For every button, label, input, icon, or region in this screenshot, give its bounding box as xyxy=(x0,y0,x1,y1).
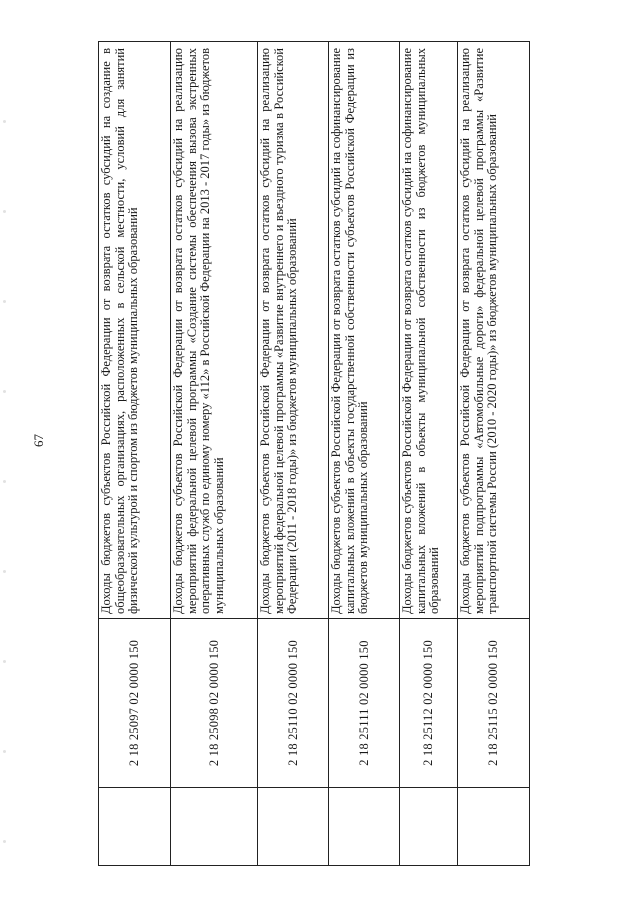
table-row xyxy=(258,42,329,865)
empty-cell xyxy=(171,787,257,865)
budget-code-cell: 2 18 25110 02 0000 150 xyxy=(258,618,328,787)
revenue-description-cell: Доходы бюджетов субъектов Российской Федерации от возврата остатков субсидий на создание в общеобразовательных организациях, расположенных в сельской местности, условий для занятий физической культурой и спортом из бюджетов муниципальных образований xyxy=(99,48,141,614)
budget-code-cell: 2 18 25112 02 0000 150 xyxy=(400,618,457,787)
table-row xyxy=(458,42,529,865)
revenue-codes-table xyxy=(98,41,530,866)
revenue-description-cell: Доходы бюджетов субъектов Российской Федерации от возврата остатков субсидий на реализацию мероприятий федеральной целевой программы «Развитие внутреннего и въездного туризма в Российской Федерации (2011 - 2018 годы)» из бюджетов муниципальных образований xyxy=(258,48,300,614)
table-row xyxy=(99,42,171,865)
table-row xyxy=(329,42,400,865)
table-row xyxy=(171,42,258,865)
budget-code-cell: 2 18 25111 02 0000 150 xyxy=(329,618,399,787)
revenue-description-cell: Доходы бюджетов субъектов Российской Федерации от возврата остатков субсидий на реализацию мероприятий подпрограммы «Автомобильные дороги» федеральной целевой программы «Развитие транспортной системы России (2010 - 2020 годы)» из бюджетов муниципальных образований xyxy=(458,48,500,614)
revenue-description-cell: Доходы бюджетов субъектов Российской Федерации от возврата остатков субсидий на софинансирование капитальных вложений в объекты государственной собственности субъектов Российской Федерации из бюджетов муниципальных образований xyxy=(329,48,371,614)
empty-cell xyxy=(99,787,170,865)
empty-cell xyxy=(458,787,529,865)
empty-cell xyxy=(400,787,457,865)
empty-cell xyxy=(258,787,328,865)
budget-code-cell: 2 18 25115 02 0000 150 xyxy=(458,618,529,787)
page-number: 67 xyxy=(31,434,46,447)
empty-cell xyxy=(329,787,399,865)
budget-code-cell: 2 18 25097 02 0000 150 xyxy=(99,618,170,787)
revenue-description-cell: Доходы бюджетов субъектов Российской Федерации от возврата остатков субсидий на реализацию мероприятий федеральной целевой программы «Создание системы обеспечения вызова экстренных оперативных служб по единому номеру «112» в Российской Федерации на 2013 - 2017 годы» из бюджетов муниципальных образований xyxy=(171,48,226,614)
scan-edge-marks xyxy=(3,0,7,905)
table-row xyxy=(400,42,458,865)
revenue-description-cell: Доходы бюджетов субъектов Российской Федерации от возврата остатков субсидий на софинансирование капитальных вложений в объекты муниципальной собственности из бюджетов муниципальных образований xyxy=(400,48,442,614)
budget-code-cell: 2 18 25098 02 0000 150 xyxy=(171,618,257,787)
